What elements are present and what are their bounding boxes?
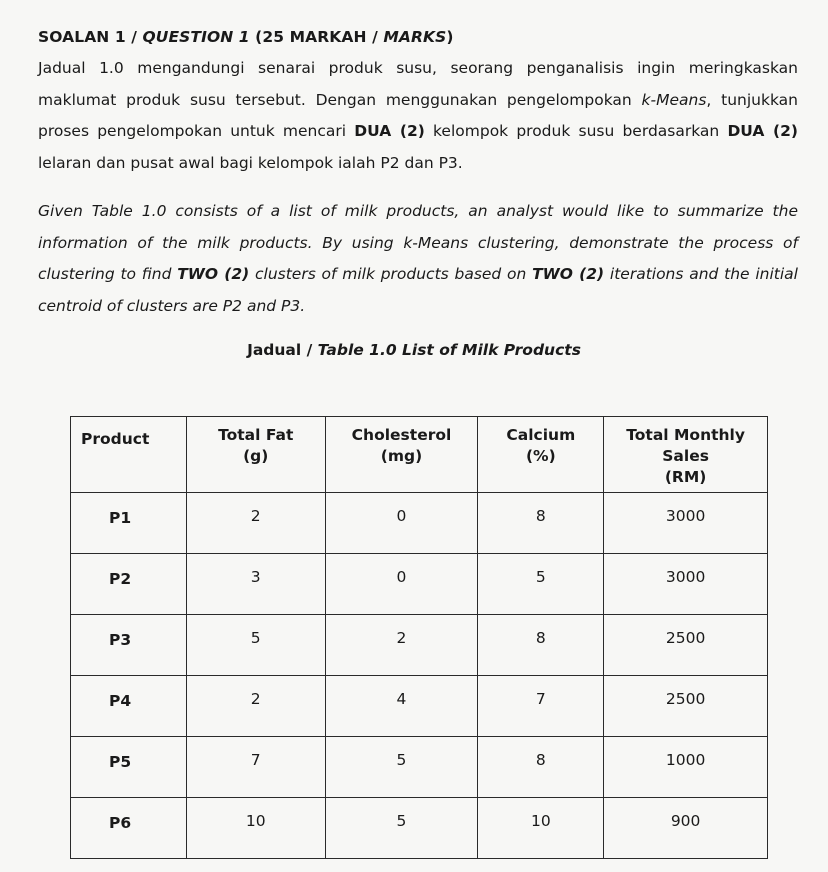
malay-kmeans: k-Means [641, 90, 707, 109]
cell-sales: 2500 [604, 615, 768, 676]
cell-cholesterol: 0 [325, 554, 478, 615]
table-header-row [71, 417, 768, 493]
header-sales-line2: Sales [662, 447, 709, 465]
cell-calcium: 8 [478, 615, 604, 676]
malay-text-3: kelompok produk susu berdasarkan [424, 122, 728, 140]
cell-product: P4 [71, 676, 187, 737]
cell-product: P2 [71, 554, 187, 615]
header-calcium [478, 417, 604, 493]
cell-calcium: 8 [478, 737, 604, 798]
header-calc-line1: Calcium [506, 426, 576, 444]
cell-calcium: 5 [478, 554, 604, 615]
header-sales-line3: (RM) [664, 468, 707, 486]
cell-fat: 5 [186, 615, 325, 676]
english-two-2: TWO (2) [532, 265, 605, 283]
english-text-3: iterations and the initial centroid of clusters are P2 and P3. [38, 265, 798, 315]
header-chol-line2: (mg) [380, 447, 423, 465]
marks-close: ) [446, 28, 454, 46]
question-label-malay: SOALAN 1 / [38, 28, 143, 46]
marks-english: MARKS [383, 28, 447, 46]
cell-cholesterol: 4 [325, 676, 478, 737]
table-row [71, 798, 768, 859]
cell-cholesterol: 5 [325, 737, 478, 798]
cell-sales: 3000 [604, 493, 768, 554]
header-total-fat [186, 417, 325, 493]
cell-product: P5 [71, 737, 187, 798]
malay-text-2: , tunjukkan proses pengelompokan untuk mencari [38, 90, 798, 140]
header-fat-line1: Total Fat [218, 426, 294, 444]
header-product-label: Product [81, 430, 150, 448]
header-calc-line2: (%) [525, 447, 556, 465]
malay-dua-1: DUA (2) [354, 122, 425, 140]
caption-malay: Jadual / [247, 341, 318, 359]
header-sales-line1: Total Monthly [626, 426, 745, 444]
header-fat-line2: (g) [243, 447, 269, 465]
table-row [71, 493, 768, 554]
cell-fat: 10 [186, 798, 325, 859]
cell-fat: 3 [186, 554, 325, 615]
malay-text-4: lelaran dan pusat awal bagi kelompok ialah P2 dan P3. [38, 153, 463, 172]
marks-open: (25 MARKAH / [249, 28, 384, 46]
table-caption [0, 341, 828, 359]
table-row [71, 554, 768, 615]
cell-calcium: 7 [478, 676, 604, 737]
milk-products-table [70, 416, 768, 859]
malay-text-1: Jadual 1.0 mengandungi senarai produk susu, seorang penganalisis ingin meringkaskan maklumat produk susu tersebut. Dengan menggunakan pengelompokan [38, 59, 798, 109]
english-paragraph [38, 196, 798, 322]
header-total-monthly-sales [604, 417, 768, 493]
cell-cholesterol: 5 [325, 798, 478, 859]
caption-english: Table 1.0 List of Milk Products [317, 341, 581, 359]
cell-calcium: 8 [478, 493, 604, 554]
cell-product: P1 [71, 493, 187, 554]
question-label-english: QUESTION 1 [142, 28, 250, 46]
english-two-1: TWO (2) [177, 265, 250, 283]
cell-fat: 7 [186, 737, 325, 798]
malay-dua-2: DUA (2) [727, 122, 799, 140]
cell-calcium: 10 [478, 798, 604, 859]
cell-sales: 900 [604, 798, 768, 859]
cell-sales: 3000 [604, 554, 768, 615]
cell-sales: 2500 [604, 676, 768, 737]
header-cholesterol [325, 417, 478, 493]
cell-product: P6 [71, 798, 187, 859]
cell-cholesterol: 2 [325, 615, 478, 676]
cell-fat: 2 [186, 493, 325, 554]
header-chol-line1: Cholesterol [351, 426, 452, 444]
cell-product: P3 [71, 615, 187, 676]
english-text-1: Given Table 1.0 consists of a list of milk products, an analyst would like to summarize the information of the milk products. By using k-Means clustering, demonstrate the process of clustering to find [38, 202, 798, 283]
table-row [71, 615, 768, 676]
english-text-2: clusters of milk products based on [249, 265, 533, 283]
header-product [71, 417, 187, 493]
malay-paragraph [38, 53, 798, 179]
question-heading [38, 28, 454, 46]
cell-cholesterol: 0 [325, 493, 478, 554]
cell-sales: 1000 [604, 737, 768, 798]
cell-fat: 2 [186, 676, 325, 737]
table-row [71, 737, 768, 798]
table-row [71, 676, 768, 737]
